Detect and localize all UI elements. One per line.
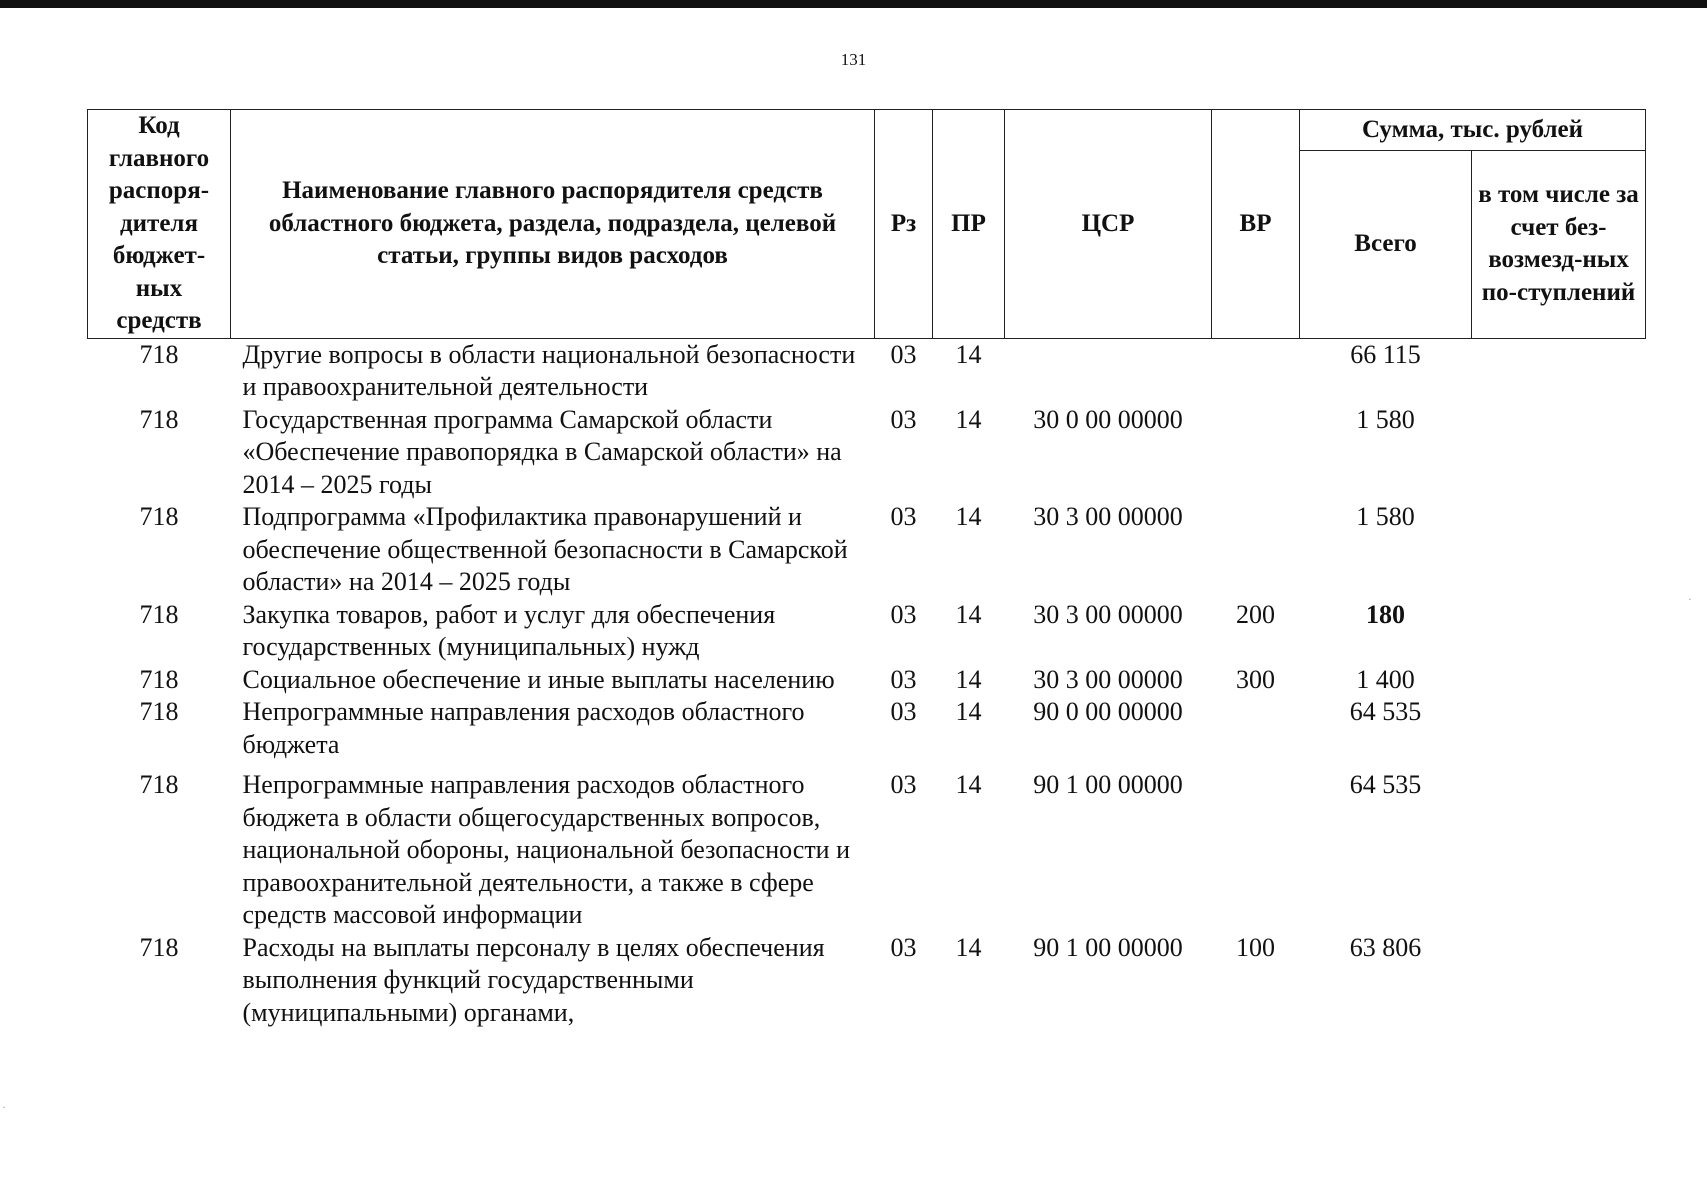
cell-name: Закупка товаров, работ и услуг для обеспечения государственных (муниципальных) нужд (242, 599, 776, 661)
cell-free (1472, 932, 1646, 1030)
cell-total: 180 (1366, 599, 1405, 629)
cell-code: 718 (139, 770, 179, 799)
cell-free (1472, 664, 1646, 697)
cell-total: 64 535 (1349, 697, 1422, 726)
cell-csr: 30 3 00 00000 (1033, 664, 1183, 694)
cell-vr: 100 (1236, 932, 1275, 962)
header-csr: ЦСР (1005, 110, 1212, 339)
cell-free (1472, 404, 1646, 502)
header-code: Код главного распоря-дителя бюджет-ных средств (88, 110, 231, 339)
scan-speck: · (2, 1100, 6, 1114)
cell-pr: 14 (955, 697, 982, 726)
cell-code: 718 (139, 697, 179, 726)
cell-pr: 14 (955, 404, 982, 434)
table-row (88, 696, 1646, 761)
table-row (88, 761, 1646, 932)
cell-name: Непрограммные направления расходов областного бюджета (242, 697, 805, 759)
cell-csr: 30 0 00 00000 (1033, 404, 1183, 434)
cell-name: Непрограммные направления расходов областного бюджета в области общегосударственных вопросов, национальной обороны, национальной безопасности и правоохранительной деятельности, а также в сфере средств массовой информации (242, 770, 851, 929)
cell-rz: 03 (890, 770, 917, 799)
cell-pr: 14 (955, 502, 982, 531)
cell-name: Другие вопросы в области национальной безопасности и правоохранительной деятельности (242, 339, 856, 401)
cell-code: 718 (139, 404, 179, 434)
cell-name: Социальное обеспечение и иные выплаты населению (242, 664, 835, 694)
table-row (88, 404, 1646, 502)
table-row (88, 338, 1646, 404)
budget-table (87, 109, 1646, 1029)
cell-code: 718 (139, 664, 179, 694)
cell-csr: 30 3 00 00000 (1033, 599, 1183, 629)
header-free-receipts: в том числе за счет без-возмезд-ных по-ступлений (1472, 151, 1646, 339)
table-row (88, 599, 1646, 664)
header-pr: ПР (933, 110, 1005, 339)
cell-name: Государственная программа Самарской области «Обеспечение правопорядка в Самарской области» на 2014 – 2025 годы (242, 404, 842, 499)
cell-name: Расходы на выплаты персоналу в целях обеспечения выполнения функций государственными (муниципальными) органами, (242, 932, 825, 1027)
table-row (88, 664, 1646, 697)
cell-rz: 03 (890, 404, 917, 434)
cell-pr: 14 (955, 932, 982, 962)
header-total: Всего (1300, 151, 1472, 339)
cell-csr: 90 1 00 00000 (1033, 770, 1183, 799)
cell-pr: 14 (955, 599, 982, 629)
cell-free (1472, 696, 1646, 761)
cell-code: 718 (139, 502, 179, 531)
cell-code: 718 (139, 932, 179, 962)
cell-free (1472, 761, 1646, 932)
cell-rz: 03 (890, 697, 917, 726)
cell-total: 1 400 (1356, 664, 1415, 694)
cell-free (1472, 599, 1646, 664)
cell-rz: 03 (890, 599, 917, 629)
cell-vr (1212, 696, 1300, 761)
cell-free (1472, 338, 1646, 404)
cell-pr: 14 (955, 339, 982, 369)
cell-total: 64 535 (1349, 770, 1422, 799)
cell-total: 1 580 (1356, 502, 1415, 531)
header-sum-group: Сумма, тыс. рублей (1300, 110, 1646, 151)
cell-vr (1212, 501, 1300, 599)
scan-top-border (0, 0, 1707, 8)
cell-free (1472, 501, 1646, 599)
cell-pr: 14 (955, 770, 982, 799)
cell-vr (1212, 404, 1300, 502)
cell-vr: 200 (1236, 599, 1275, 629)
cell-pr: 14 (955, 664, 982, 694)
cell-vr (1212, 338, 1300, 404)
header-vr: ВР (1212, 110, 1300, 339)
table-row (88, 501, 1646, 599)
cell-rz: 03 (890, 339, 917, 369)
cell-csr: 90 1 00 00000 (1033, 932, 1183, 962)
cell-rz: 03 (890, 932, 917, 962)
cell-total: 1 580 (1356, 404, 1415, 434)
table-body (88, 338, 1646, 1029)
cell-code: 718 (139, 339, 179, 369)
cell-total: 63 806 (1349, 932, 1422, 962)
header-rz: Рз (875, 110, 933, 339)
cell-name: Подпрограмма «Профилактика правонарушений и обеспечение общественной безопасности в Самарской области» на 2014 – 2025 годы (242, 502, 848, 596)
cell-csr (1005, 338, 1212, 404)
cell-rz: 03 (890, 664, 917, 694)
page-number: 131 (840, 50, 867, 69)
table-header (88, 110, 1646, 339)
cell-vr: 300 (1236, 664, 1275, 694)
cell-csr: 90 0 00 00000 (1033, 697, 1183, 726)
cell-total: 66 115 (1350, 339, 1421, 369)
table-row (88, 932, 1646, 1030)
cell-rz: 03 (890, 502, 917, 531)
cell-vr (1212, 761, 1300, 932)
scan-speck: · (1688, 592, 1692, 606)
cell-code: 718 (139, 599, 179, 629)
header-name: Наименование главного распорядителя средств областного бюджета, раздела, подраздела, целевой статьи, группы видов расходов (231, 110, 875, 339)
cell-csr: 30 3 00 00000 (1033, 502, 1183, 531)
